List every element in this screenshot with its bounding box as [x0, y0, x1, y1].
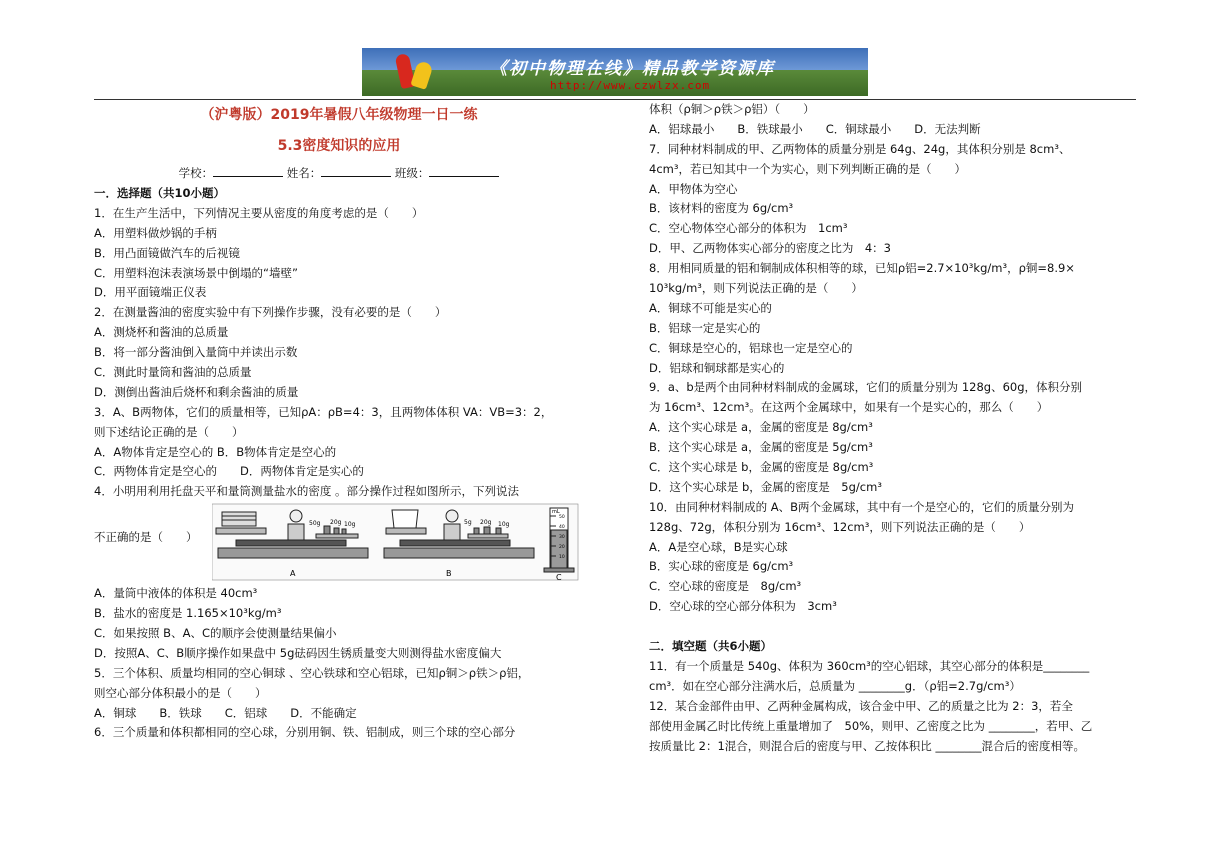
weight-label: 10g	[498, 521, 510, 529]
option-line: A．测烧杯和酱油的总质量	[94, 325, 229, 340]
option-line: A．铜球 B．铁球 C．铝球 D．不能确定	[94, 705, 357, 720]
class-blank	[429, 164, 499, 177]
class-label: 班级：	[394, 166, 430, 180]
question-line: cm³．如在空心部分注满水后，总质量为 ________g．（ρ铝=2.7g/cm³）	[649, 678, 1021, 693]
school-label: 学校：	[178, 166, 214, 180]
cylinder-tick: 20	[559, 545, 565, 551]
option-line: A．用塑料做炒锅的手柄	[94, 225, 217, 240]
name-label: 姓名：	[286, 166, 322, 180]
school-blank	[213, 164, 283, 177]
question-line: 不正确的是（ ）	[94, 530, 198, 545]
cylinder-unit: mL	[552, 509, 560, 516]
weight-label: 20g	[480, 519, 492, 527]
option-line: D．这个实心球是 b，金属的密度是 5g/cm³	[649, 479, 882, 494]
question-line: 10³kg/m³，则下列说法正确的是（ ）	[649, 281, 863, 296]
weight-label: 5g	[464, 519, 472, 527]
option-line: C．空心物体空心部分的体积为 1cm³	[649, 221, 848, 236]
question-line: 则空心部分体积最小的是（ ）	[94, 685, 267, 700]
option-line: B．用凸面镜做汽车的后视镜	[94, 245, 240, 260]
cylinder-tick: 50	[559, 515, 565, 521]
cylinder-tick: 10	[559, 555, 565, 561]
banner-title: 《初中物理在线》精品教学资源库	[490, 59, 775, 79]
option-line: A．铝球最小 B．铁球最小 C．铜球最小 D．无法判断	[649, 121, 981, 136]
option-line: C．测此时量筒和酱油的总质量	[94, 365, 252, 380]
weight-label: 10g	[344, 521, 356, 529]
question-line: 9．a、b是两个由同种材料制成的金属球，它们的质量分别为 128g、60g，体积分别	[649, 380, 1082, 395]
question-line: 4cm³，若已知其中一个为实心，则下列判断正确的是（ ）	[649, 161, 966, 176]
option-line: C．如果按照 B、A、C的顺序会使测量结果偏小	[94, 626, 337, 641]
option-line: B．该材料的密度为 6g/cm³	[649, 201, 794, 216]
question-line: 5．三个体积、质量均相同的空心铜球 、空心铁球和空心铝球，已知ρ铜＞ρ铁＞ρ铝，	[94, 665, 530, 680]
option-line: D．铝球和铜球都是实心的	[649, 360, 785, 375]
option-line: D．空心球的空心部分体积为 3cm³	[649, 599, 837, 614]
option-line: B．将一部分酱油倒入量筒中并读出示数	[94, 345, 298, 360]
question-line: 为 16cm³、12cm³。在这两个金属球中，如果有一个是实心的，那么（ ）	[649, 400, 1049, 415]
weight-label: 50g	[309, 520, 321, 528]
option-line: A．A物体肯定是空心的 B．B物体肯定是空心的	[94, 444, 337, 459]
question-line: 10．由同种材料制成的 A、B两个金属球，其中有一个是空心的，它们的质量分别为	[649, 499, 1075, 514]
section-heading: 二．填空题（共6小题）	[649, 639, 773, 654]
question-line: 128g、72g，体积分别为 16cm³、12cm³，则下列说法正确的是（ ）	[649, 519, 1031, 534]
figure-label-b: B	[446, 569, 452, 579]
figure-row	[94, 502, 584, 584]
left-column	[94, 100, 584, 743]
doc-title: （沪粤版）2019年暑假八年级物理一日一练	[200, 107, 478, 123]
question-line: 4．小明用利用托盘天平和量筒测量盐水的密度 。部分操作过程如图所示，下列说法	[94, 484, 519, 499]
question-line: 3．A、B两物体，它们的质量相等，已知ρA：ρB=4：3，且两物体体积 VA：VB=3：2，	[94, 404, 553, 419]
option-line: D．甲、乙两物体实心部分的密度之比为 4：3	[649, 241, 891, 256]
option-line: A．这个实心球是 a，金属的密度是 8g/cm³	[649, 420, 873, 435]
option-line: A．甲物体为空心	[649, 181, 738, 196]
name-blank	[321, 164, 391, 177]
option-line: C．两物体肯定是空心的 D．两物体肯定是实心的	[94, 464, 364, 479]
option-line: D．用平面镜端正仪表	[94, 285, 207, 300]
question-line: 体积（ρ铜＞ρ铁＞ρ铝）（ ）	[649, 102, 815, 116]
option-line: A．铜球不可能是实心的	[649, 300, 772, 315]
option-line: B．这个实心球是 a，金属的密度是 5g/cm³	[649, 440, 873, 455]
option-line: B．盐水的密度是 1.165×10³kg/m³	[94, 606, 282, 621]
question-line: 1．在生产生活中，下列情况主要从密度的角度考虑的是（ ）	[94, 205, 424, 220]
option-line: D．按照A、C、B顺序操作如果盘中 5g砝码因生锈质量变大则测得盐水密度偏大	[94, 645, 502, 660]
option-line: B．铝球一定是实心的	[649, 320, 761, 335]
right-column	[649, 100, 1139, 756]
question-line: 按质量比 2：1混合，则混合后的密度与甲、乙按体积比 ________混合后的密度相等。	[649, 738, 1085, 753]
banner-url: http://www.czwlzx.com	[550, 79, 711, 92]
blank-line	[649, 617, 1139, 637]
figure-label-a: A	[290, 569, 296, 579]
figure-label-c: C	[556, 573, 562, 583]
option-line: C．空心球的密度是 8g/cm³	[649, 579, 802, 594]
question-line: 7．同种材料制成的甲、乙两物体的质量分别是 64g、24g，其体积分别是 8cm³、	[649, 141, 1071, 156]
question-line: 8．用相同质量的铝和铜制成体积相等的球，已知ρ铝=2.7×10³kg/m³，ρ铜=8.9×	[649, 261, 1075, 276]
question-line: 6．三个质量和体积都相同的空心球，分别用铜、铁、铝制成，则三个球的空心部分	[94, 725, 516, 740]
question-line: 部使用金属乙时比传统上重量增加了 50%，则甲、乙密度之比为 ________，若甲、乙	[649, 718, 1093, 733]
doc-subtitle: 5.3密度知识的应用	[277, 138, 401, 154]
weight-label: 20g	[330, 519, 342, 527]
question-line: 12．某合金部件由甲、乙两种金属构成，该合金中甲、乙的质量之比为 2：3，若全	[649, 698, 1073, 713]
option-line: C．这个实心球是 b，金属的密度是 8g/cm³	[649, 460, 874, 475]
balance-figure	[212, 502, 580, 582]
cylinder-tick: 30	[559, 535, 565, 541]
option-line: C．用塑料泡沫表演场景中倒塌的“墙壁”	[94, 265, 298, 280]
option-line: A．量筒中液体的体积是 40cm³	[94, 586, 258, 601]
cylinder-tick: 40	[559, 525, 565, 531]
option-line: D．测倒出酱油后烧杯和剩余酱油的质量	[94, 384, 299, 399]
student-info-line	[94, 162, 584, 184]
option-line: B．实心球的密度是 6g/cm³	[649, 559, 794, 574]
section-heading: 一．选择题（共10小题）	[94, 186, 226, 200]
question-line: 2．在测量酱油的密度实验中有下列操作步骤，没有必要的是（ ）	[94, 305, 447, 320]
option-line: C．铜球是空心的，铝球也一定是空心的	[649, 340, 853, 355]
option-line: A．A是空心球，B是实心球	[649, 539, 788, 554]
question-line: 11．有一个质量是 540g、体积为 360cm³的空心铝球，其空心部分的体积是________	[649, 658, 1090, 673]
header-banner	[362, 48, 868, 96]
question-line: 则下述结论正确的是（ ）	[94, 424, 244, 439]
